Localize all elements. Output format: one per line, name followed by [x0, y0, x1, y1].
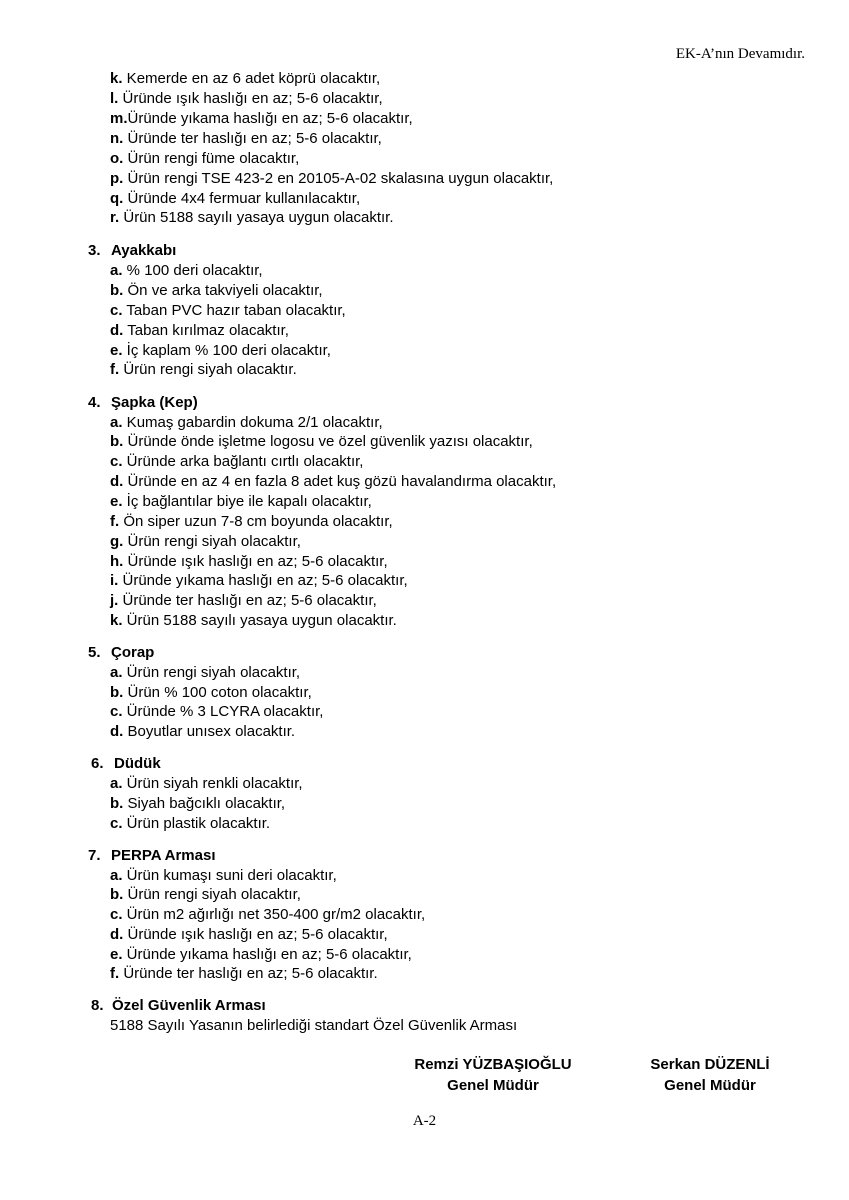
list-item	[110, 129, 382, 148]
item-letter: a.	[110, 414, 123, 431]
item-text: Üründe en az 4 en fazla 8 adet kuş gözü havalandırma olacaktır,	[123, 473, 557, 490]
item-text: Üründe yıkama haslığı en az; 5-6 olacaktır,	[122, 946, 412, 963]
annex-continuation-note: EK-A’nın Devamıdır.	[675, 46, 805, 62]
item-letter: d.	[110, 473, 124, 490]
list-item	[110, 885, 301, 904]
signature-block-left	[398, 1054, 588, 1096]
section-body: 5188 Sayılı Yasanın belirlediği standart Özel Güvenlik Arması	[110, 1017, 518, 1034]
section-title: Çorap	[111, 644, 155, 661]
list-item	[110, 663, 300, 682]
list-item	[110, 512, 393, 531]
item-text: Ürün rengi füme olacaktır,	[123, 150, 300, 167]
list-item	[110, 571, 408, 590]
item-text: Üründe ışık haslığı en az; 5-6 olacaktır,	[118, 90, 383, 107]
list-item	[110, 722, 295, 741]
signatory-name: Serkan DÜZENLİ	[650, 1056, 770, 1073]
item-text: Ürün rengi siyah olacaktır.	[119, 361, 297, 378]
list-item	[110, 591, 377, 610]
section-number: 3.	[88, 242, 101, 259]
item-text: Kumaş gabardin dokuma 2/1 olacaktır,	[122, 414, 383, 431]
list-item	[110, 89, 383, 108]
item-text: Ürün siyah renkli olacaktır,	[122, 775, 303, 792]
section-heading	[88, 846, 215, 865]
item-letter: e.	[110, 342, 123, 359]
list-item	[110, 964, 378, 983]
item-text: Ön ve arka takviyeli olacaktır,	[123, 282, 323, 299]
page-number: A-2	[412, 1113, 437, 1129]
list-item	[110, 189, 360, 208]
item-letter: e.	[110, 493, 123, 510]
item-letter: f.	[110, 361, 120, 378]
item-letter: j.	[110, 592, 119, 609]
list-item	[110, 432, 533, 451]
item-text: Ön siper uzun 7-8 cm boyunda olacaktır,	[119, 513, 393, 530]
item-text: Üründe 4x4 fermuar kullanılacaktır,	[123, 190, 361, 207]
list-item	[110, 208, 394, 227]
item-text: Üründe ter haslığı en az; 5-6 olacaktır,	[118, 592, 377, 609]
list-item	[110, 321, 289, 340]
item-text: Kemerde en az 6 adet köprü olacaktır,	[122, 70, 381, 87]
list-item	[110, 794, 285, 813]
item-letter: a.	[110, 664, 123, 681]
item-text: Üründe ter haslığı en az; 5-6 olacaktır.	[119, 965, 378, 982]
item-text: % 100 deri olacaktır,	[122, 262, 263, 279]
list-item	[110, 532, 301, 551]
item-text: Taban PVC hazır taban olacaktır,	[122, 302, 346, 319]
item-letter: c.	[110, 703, 123, 720]
item-text: Üründe ışık haslığı en az; 5-6 olacaktır,	[123, 926, 388, 943]
list-item	[110, 261, 263, 280]
section-title: Özel Güvenlik Arması	[112, 997, 266, 1014]
item-text: Ürün 5188 sayılı yasaya uygun olacaktır.	[122, 612, 397, 629]
list-item	[110, 413, 383, 432]
section-title: Düdük	[114, 755, 161, 772]
item-text: Ürün m2 ağırlığı net 350-400 gr/m2 olacaktır,	[122, 906, 426, 923]
signatory-name: Remzi YÜZBAŞIOĞLU	[414, 1056, 572, 1073]
item-letter: g.	[110, 533, 124, 550]
item-text: İç kaplam % 100 deri olacaktır,	[122, 342, 331, 359]
item-letter: p.	[110, 170, 124, 187]
section-heading	[91, 996, 266, 1015]
item-letter: h.	[110, 553, 124, 570]
item-text: Ürün % 100 coton olacaktır,	[123, 684, 312, 701]
list-item	[110, 301, 346, 320]
section-heading	[88, 241, 176, 260]
item-letter: b.	[110, 282, 124, 299]
item-letter: c.	[110, 453, 123, 470]
item-letter: f.	[110, 513, 120, 530]
list-item	[110, 452, 363, 471]
list-item	[110, 866, 337, 885]
item-letter: b.	[110, 684, 124, 701]
item-letter: c.	[110, 815, 123, 832]
item-letter: d.	[110, 926, 124, 943]
item-letter: r.	[110, 209, 120, 226]
item-text: Ürün kumaşı suni deri olacaktır,	[122, 867, 337, 884]
list-item	[110, 492, 372, 511]
item-text: Boyutlar unısex olacaktır.	[123, 723, 296, 740]
list-item	[110, 341, 331, 360]
item-text: Siyah bağcıklı olacaktır,	[123, 795, 286, 812]
section-number: 8.	[91, 997, 104, 1014]
item-letter: d.	[110, 322, 124, 339]
list-item	[110, 69, 380, 88]
item-letter: b.	[110, 795, 124, 812]
item-letter: a.	[110, 867, 123, 884]
list-item	[110, 169, 553, 188]
list-item	[110, 925, 388, 944]
item-text: Ürün rengi siyah olacaktır,	[123, 886, 301, 903]
item-letter: i.	[110, 572, 119, 589]
item-letter: l.	[110, 90, 119, 107]
section-heading	[91, 754, 161, 773]
item-letter: c.	[110, 302, 123, 319]
list-item	[110, 149, 299, 168]
section-number: 6.	[91, 755, 104, 772]
item-letter: o.	[110, 150, 124, 167]
section-title: Ayakkabı	[111, 242, 177, 259]
section-heading	[88, 643, 154, 662]
item-letter: m.	[110, 110, 128, 127]
item-letter: f.	[110, 965, 120, 982]
item-text: Üründe önde işletme logosu ve özel güvenlik yazısı olacaktır,	[123, 433, 533, 450]
section-number: 4.	[88, 394, 101, 411]
list-item	[110, 611, 397, 630]
item-letter: k.	[110, 70, 123, 87]
signatory-title: Genel Müdür	[447, 1077, 539, 1094]
item-letter: c.	[110, 906, 123, 923]
item-text: Ürün rengi TSE 423-2 en 20105-A-02 skalasına uygun olacaktır,	[123, 170, 554, 187]
item-letter: k.	[110, 612, 123, 629]
item-letter: b.	[110, 886, 124, 903]
list-item	[110, 472, 556, 491]
item-text: Ürün 5188 sayılı yasaya uygun olacaktır.	[119, 209, 394, 226]
item-letter: q.	[110, 190, 124, 207]
section-number: 7.	[88, 847, 101, 864]
section-title: Şapka (Kep)	[111, 394, 198, 411]
list-item	[110, 683, 312, 702]
section-heading	[88, 393, 198, 412]
list-item	[110, 814, 270, 833]
item-letter: a.	[110, 262, 123, 279]
item-text: Üründe arka bağlantı cırtlı olacaktır,	[122, 453, 364, 470]
list-item	[110, 702, 323, 721]
item-text: Taban kırılmaz olacaktır,	[123, 322, 289, 339]
signatory-title: Genel Müdür	[664, 1077, 756, 1094]
item-letter: d.	[110, 723, 124, 740]
item-letter: n.	[110, 130, 124, 147]
item-text: İç bağlantılar biye ile kapalı olacaktır,	[122, 493, 372, 510]
list-item	[110, 109, 413, 128]
section-number: 5.	[88, 644, 101, 661]
list-item	[110, 552, 388, 571]
item-letter: a.	[110, 775, 123, 792]
signature-block-right	[630, 1054, 790, 1096]
item-text: Üründe ter haslığı en az; 5-6 olacaktır,	[123, 130, 382, 147]
list-item	[110, 360, 297, 379]
item-letter: e.	[110, 946, 123, 963]
item-letter: b.	[110, 433, 124, 450]
item-text: Üründe yıkama haslığı en az; 5-6 olacaktır,	[127, 110, 413, 127]
item-text: Ürün plastik olacaktır.	[122, 815, 271, 832]
item-text: Üründe % 3 LCYRA olacaktır,	[122, 703, 324, 720]
list-item	[110, 281, 323, 300]
item-text: Üründe yıkama haslığı en az; 5-6 olacaktır,	[118, 572, 408, 589]
item-text: Ürün rengi siyah olacaktır,	[123, 533, 301, 550]
list-item	[110, 905, 425, 924]
list-item	[110, 774, 303, 793]
item-text: Ürün rengi siyah olacaktır,	[122, 664, 301, 681]
list-item	[110, 945, 412, 964]
item-text: Üründe ışık haslığı en az; 5-6 olacaktır,	[123, 553, 388, 570]
section-title: PERPA Arması	[111, 847, 216, 864]
